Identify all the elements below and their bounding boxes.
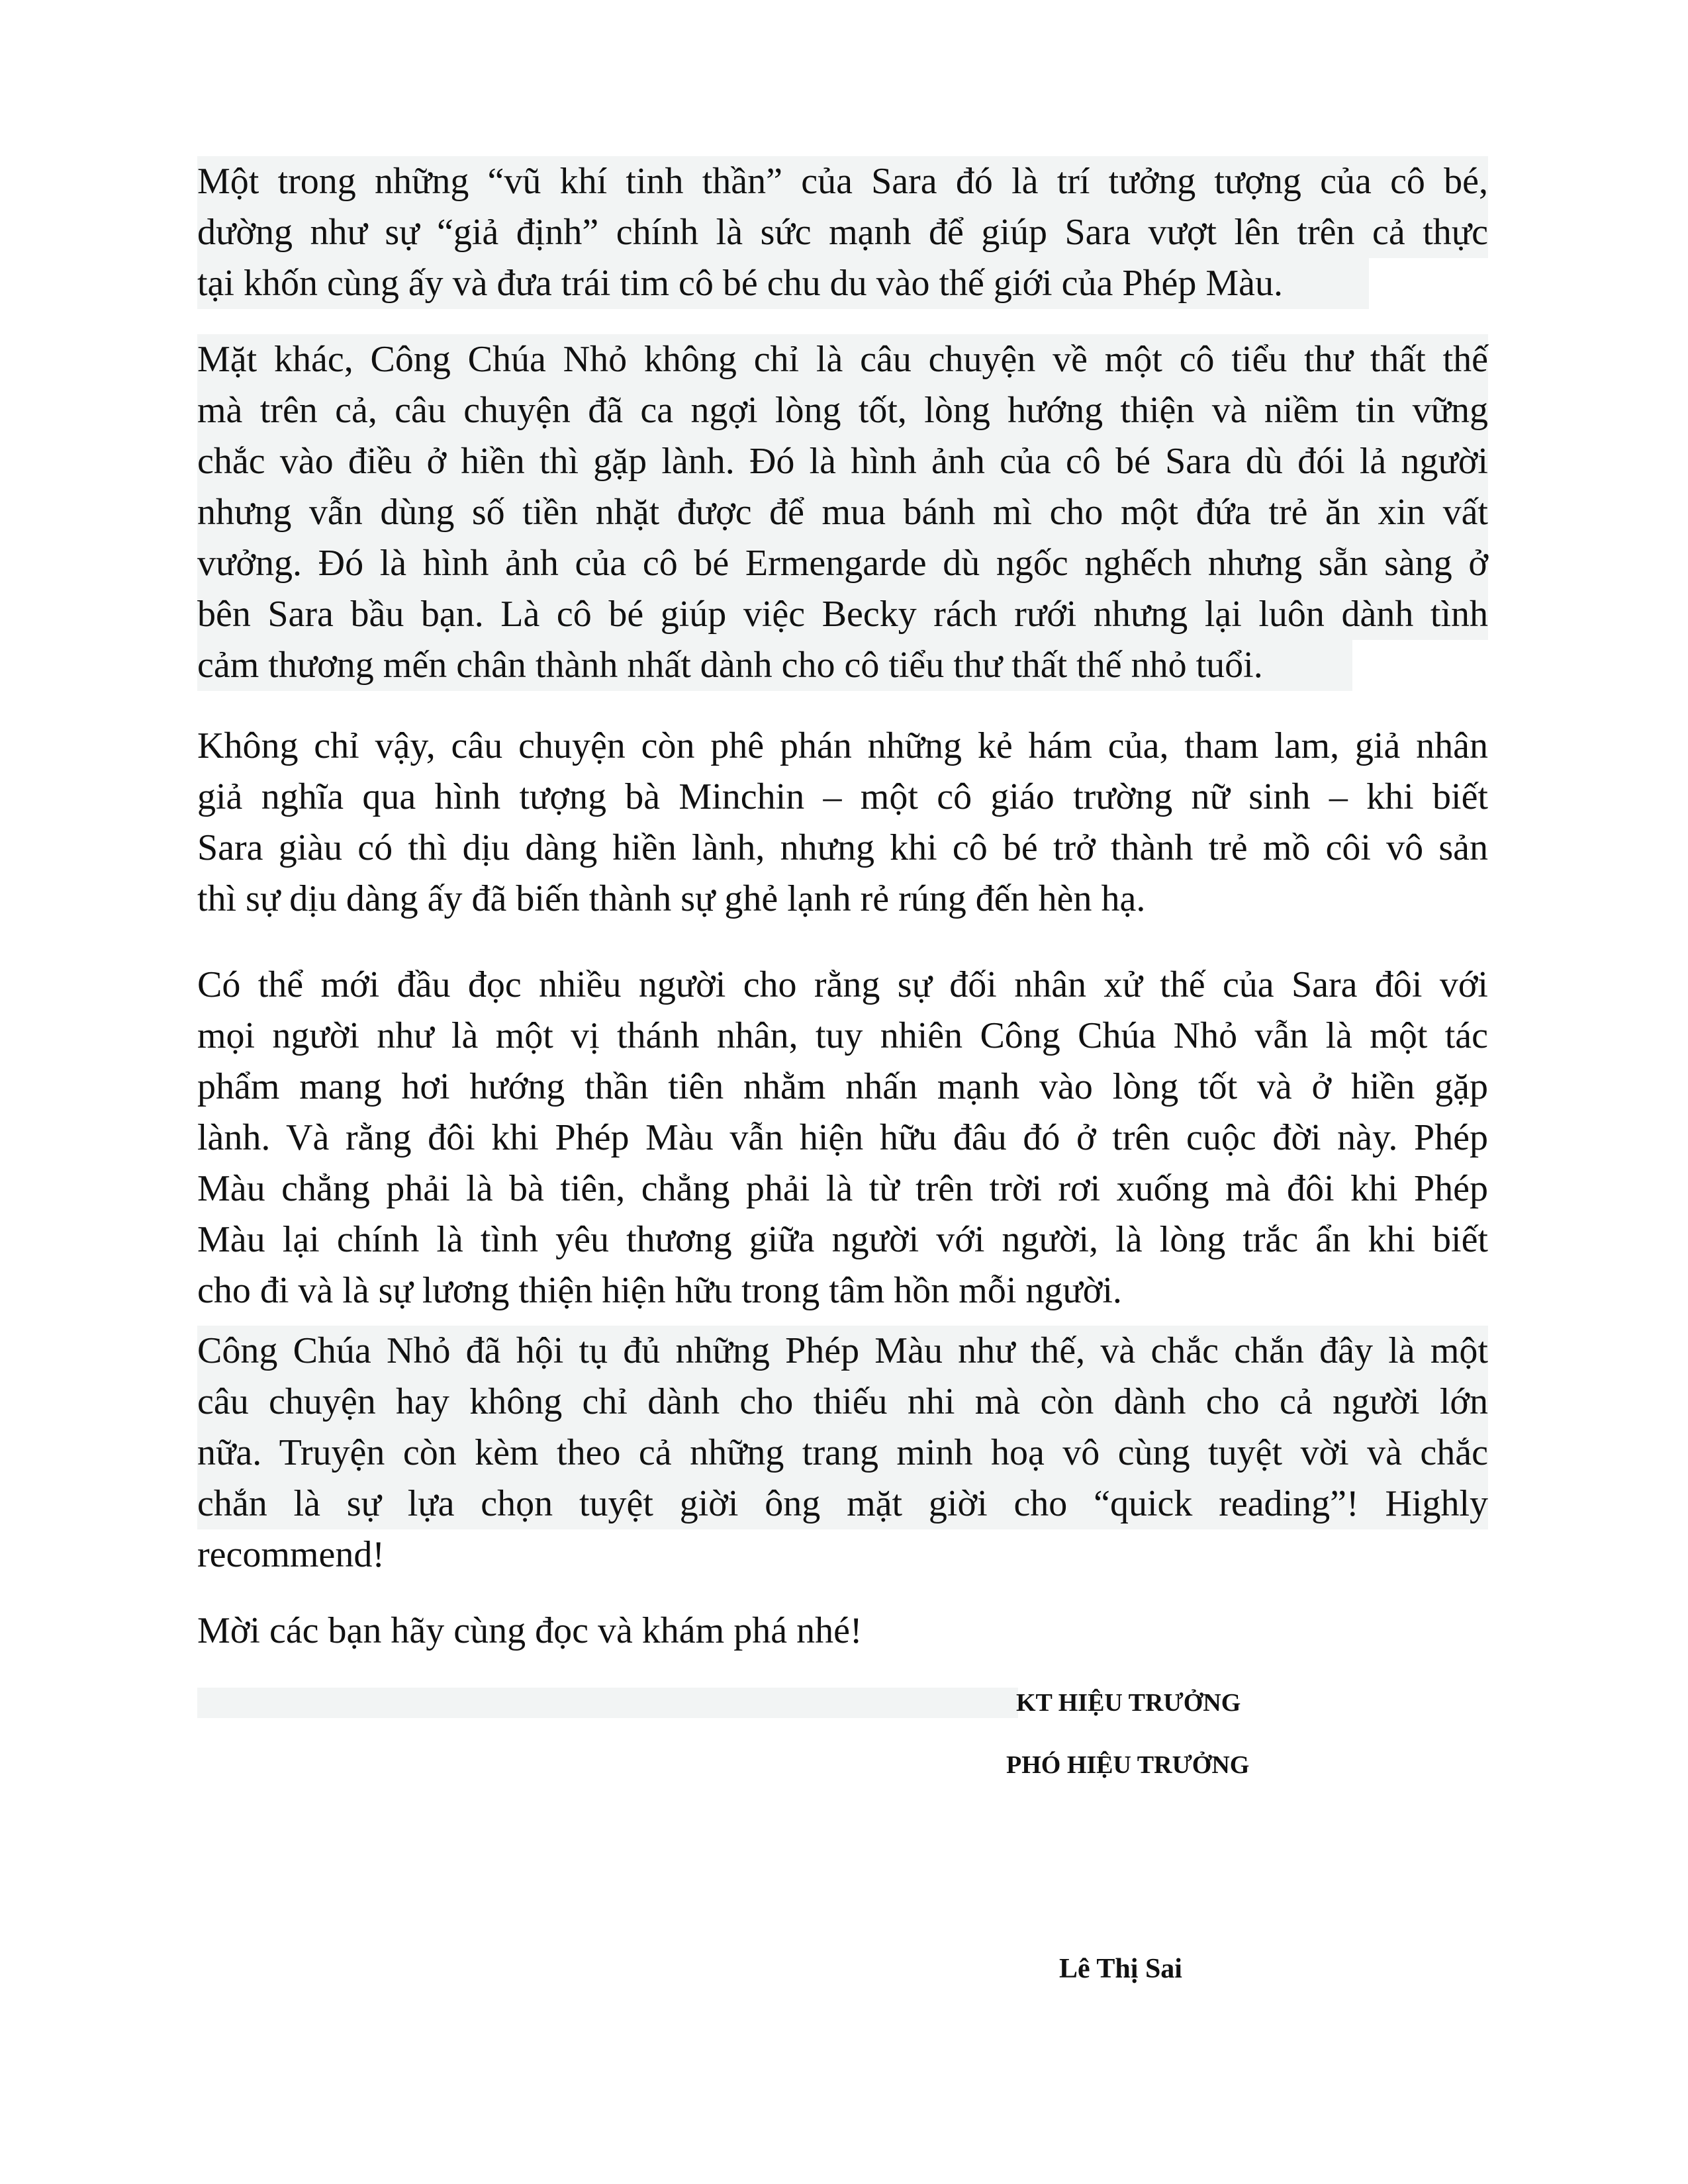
paragraph-4-line-5: Màu chẳng phải là bà tiên, chẳng phải là từ trên trời rơi xuống mà đôi khi Phép <box>197 1168 1488 1209</box>
paragraph-4-line-6: Màu lại chính là tình yêu thương giữa người với người, là lòng trắc ẩn khi biết <box>197 1219 1488 1260</box>
paragraph-2-line-7: cảm thương mến chân thành nhất dành cho cô tiểu thư thất thế nhỏ tuổi. <box>197 640 1352 691</box>
paragraph-1-line-2: dường như sự “giả định” chính là sức mạnh để giúp Sara vượt lên trên cả thực <box>197 207 1488 258</box>
paragraph-5-line-1: Công Chúa Nhỏ đã hội tụ đủ những Phép Màu như thế, và chắc chắn đây là một <box>197 1326 1488 1377</box>
paragraph-4 <box>197 960 1488 1316</box>
signature-shade-bar <box>197 1688 1018 1718</box>
paragraph-4-line-2: mọi người như là một vị thánh nhân, tuy nhiên Công Chúa Nhỏ vẫn là một tác <box>197 1015 1488 1056</box>
paragraph-1-line-1: Một trong những “vũ khí tinh thần” của Sara đó là trí tưởng tượng của cô bé, <box>197 156 1488 207</box>
paragraph-4-line-7: cho đi và là sự lương thiện hiện hữu trong tâm hồn mỗi người. <box>197 1270 1122 1311</box>
paragraph-5-line-4: chắn là sự lựa chọn tuyệt giời ông mặt giời cho “quick reading”! Highly <box>197 1479 1488 1529</box>
paragraph-5 <box>197 1326 1488 1580</box>
paragraph-5-line-2: câu chuyện hay không chỉ dành cho thiếu nhi mà còn dành cho cả người lớn <box>197 1377 1488 1428</box>
signature-name: Lê Thị Sai <box>1059 1954 1182 1984</box>
paragraph-1-line-3: tại khốn cùng ấy và đưa trái tim cô bé chu du vào thế giới của Phép Màu. <box>197 258 1369 309</box>
paragraph-3-line-1: Không chỉ vậy, câu chuyện còn phê phán những kẻ hám của, tham lam, giả nhân <box>197 725 1488 766</box>
paragraph-5-line-3: nữa. Truyện còn kèm theo cả những trang minh hoạ vô cùng tuyệt vời và chắc <box>197 1428 1488 1479</box>
paragraph-2 <box>197 334 1488 691</box>
paragraph-4-line-3: phẩm mang hơi hướng thần tiên nhằm nhấn mạnh vào lòng tốt và ở hiền gặp <box>197 1066 1488 1107</box>
paragraph-5-line-5: recommend! <box>197 1534 385 1575</box>
paragraph-3 <box>197 721 1488 925</box>
signature-title-line-2: PHÓ HIỆU TRƯỞNG <box>1006 1751 1250 1779</box>
paragraph-3-line-3: Sara giàu có thì dịu dàng hiền lành, nhưng khi cô bé trở thành trẻ mồ côi vô sản <box>197 827 1488 868</box>
paragraph-2-line-2: mà trên cả, câu chuyện đã ca ngợi lòng tốt, lòng hướng thiện và niềm tin vững <box>197 385 1488 436</box>
signature-title-line-1: KT HIỆU TRƯỞNG <box>1016 1689 1241 1717</box>
paragraph-3-line-4: thì sự dịu dàng ấy đã biến thành sự ghẻ lạnh rẻ rúng đến hèn hạ. <box>197 878 1146 919</box>
paragraph-2-line-1: Mặt khác, Công Chúa Nhỏ không chỉ là câu chuyện về một cô tiểu thư thất thế <box>197 334 1488 385</box>
paragraph-2-line-4: nhưng vẫn dùng số tiền nhặt được để mua bánh mì cho một đứa trẻ ăn xin vất <box>197 487 1488 538</box>
paragraph-3-line-2: giả nghĩa qua hình tượng bà Minchin – một cô giáo trường nữ sinh – khi biết <box>197 776 1488 817</box>
paragraph-2-line-5: vưởng. Đó là hình ảnh của cô bé Ermengarde dù ngốc nghếch nhưng sẵn sàng ở <box>197 538 1488 589</box>
paragraph-4-line-4: lành. Và rằng đôi khi Phép Màu vẫn hiện hữu đâu đó ở trên cuộc đời này. Phép <box>197 1117 1488 1158</box>
paragraph-1 <box>197 156 1488 309</box>
paragraph-4-line-1: Có thể mới đầu đọc nhiều người cho rằng sự đối nhân xử thế của Sara đôi với <box>197 964 1488 1005</box>
closing-line: Mời các bạn hãy cùng đọc và khám phá nhé! <box>197 1610 863 1651</box>
paragraph-2-line-6: bên Sara bầu bạn. Là cô bé giúp việc Becky rách rưới nhưng lại luôn dành tình <box>197 589 1488 640</box>
paragraph-2-line-3: chắc vào điều ở hiền thì gặp lành. Đó là hình ảnh của cô bé Sara dù đói lả người <box>197 436 1488 487</box>
